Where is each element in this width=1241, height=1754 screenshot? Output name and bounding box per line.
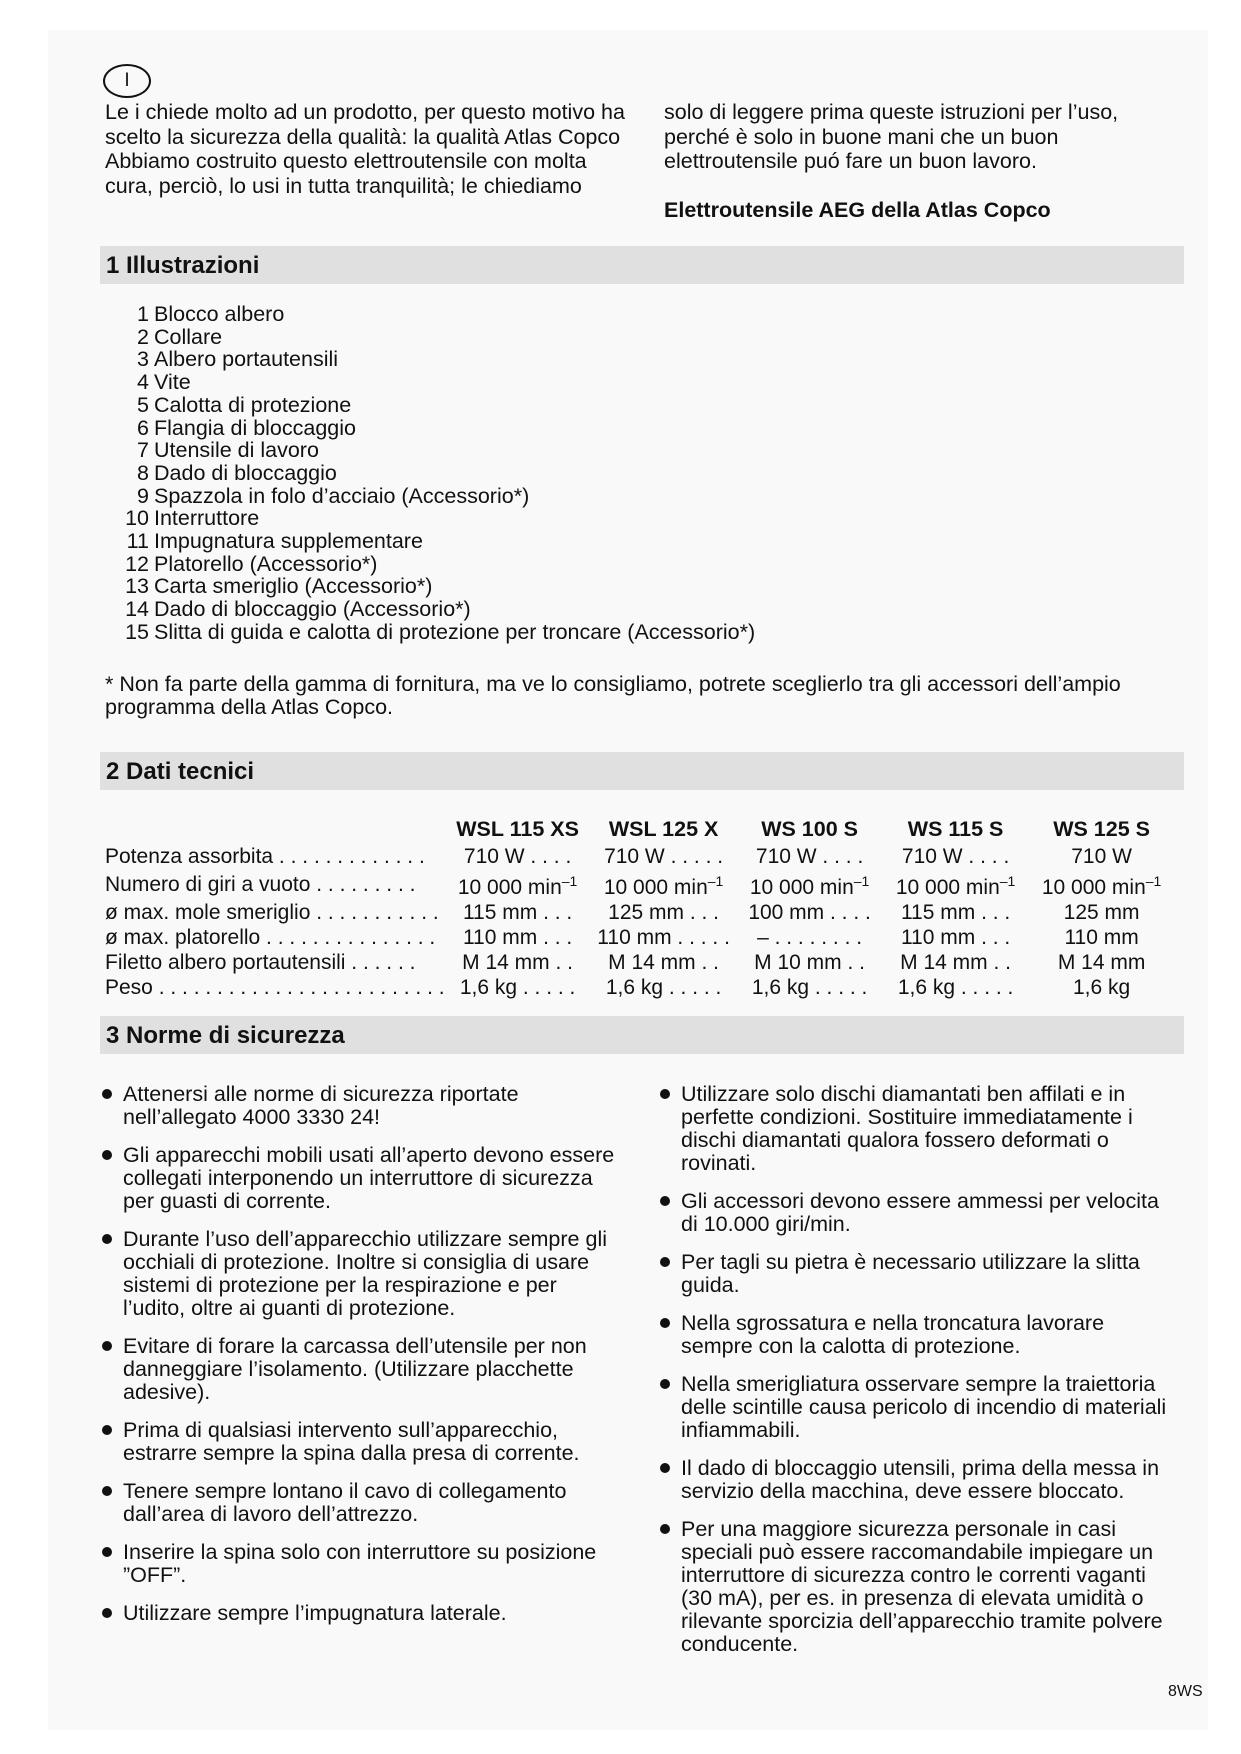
safety-text: Gli apparecchi mobili usati all’aperto devono essere collegati interponendo un interruttore di sicurezza per guasti di corrente. bbox=[123, 1143, 615, 1213]
cell-value bbox=[1029, 869, 1175, 900]
value-text: 115 mm . . . bbox=[462, 901, 573, 924]
bullet-icon bbox=[660, 1089, 670, 1099]
safety-list-right bbox=[658, 1083, 1178, 1671]
cell-value bbox=[445, 925, 591, 950]
cell-value bbox=[1029, 844, 1175, 869]
safety-item bbox=[100, 1083, 620, 1129]
language-badge: I bbox=[103, 64, 151, 98]
safety-list-left bbox=[100, 1083, 620, 1640]
cell-value bbox=[445, 869, 591, 900]
item-number: 12 bbox=[125, 551, 149, 576]
bullet-icon bbox=[102, 1089, 112, 1099]
cell-value bbox=[1029, 900, 1175, 925]
table-row bbox=[105, 869, 1175, 900]
row-label: Filetto albero portautensili . . . . . . bbox=[105, 951, 416, 974]
safety-item bbox=[658, 1373, 1178, 1442]
bullet-icon bbox=[102, 1341, 112, 1351]
safety-text: Utilizzare sempre l’impugnatura laterale. bbox=[123, 1601, 507, 1625]
value-text: M 10 mm . . bbox=[754, 951, 866, 974]
safety-text: Gli accessori devono essere ammessi per velocita di 10.000 giri/min. bbox=[681, 1189, 1159, 1236]
bullet-icon bbox=[660, 1318, 670, 1328]
value-text: 710 W . . . . . bbox=[604, 845, 724, 868]
value-text: – . . . . . . . . bbox=[757, 926, 863, 949]
safety-item bbox=[100, 1602, 620, 1625]
value-text: 110 mm . . . . . bbox=[597, 926, 730, 949]
item-label: Flangia di bloccaggio bbox=[154, 415, 356, 440]
item-label: Interruttore bbox=[154, 506, 260, 531]
safety-item bbox=[100, 1419, 620, 1465]
item-number: 7 bbox=[137, 438, 149, 463]
intro-paragraph: solo di leggere prima queste istruzioni per l’uso, perché è solo in buone mani che un buon elettroutensile puó fare un buon lavoro. bbox=[664, 100, 1119, 173]
safety-item bbox=[100, 1144, 620, 1213]
table-row bbox=[105, 975, 1175, 1000]
cell-value bbox=[883, 869, 1029, 900]
cell-value bbox=[1029, 925, 1175, 950]
safety-item bbox=[658, 1457, 1178, 1503]
item-number: 4 bbox=[137, 370, 149, 395]
bullet-icon bbox=[660, 1257, 670, 1267]
cell-value bbox=[591, 844, 737, 869]
unit-exponent: –1 bbox=[853, 873, 870, 889]
safety-item bbox=[100, 1541, 620, 1587]
value-text: 110 mm bbox=[1064, 926, 1139, 949]
value-text: 10 000 min bbox=[1041, 876, 1146, 899]
item-label: Slitta di guida e calotta di protezione per troncare (Accessorio*) bbox=[154, 619, 756, 644]
section-title: 2 Dati tecnici bbox=[106, 758, 255, 785]
bullet-icon bbox=[102, 1486, 112, 1496]
cell-value bbox=[591, 925, 737, 950]
safety-text: Nella smerigliatura osservare sempre la traiettoria delle scintille causa pericolo di incendio di materiali infiammabili. bbox=[681, 1372, 1167, 1442]
value-text: 1,6 kg . . . . . bbox=[751, 976, 868, 999]
value-text: 100 mm . . . . bbox=[748, 901, 871, 924]
safety-item bbox=[658, 1190, 1178, 1236]
item-number: 2 bbox=[137, 324, 149, 349]
model-header: WS 115 S bbox=[907, 816, 1004, 841]
item-number: 10 bbox=[125, 506, 149, 531]
model-header: WSL 125 X bbox=[608, 816, 719, 841]
bullet-icon bbox=[102, 1547, 112, 1557]
item-number: 8 bbox=[137, 460, 149, 485]
item-label: Dado di bloccaggio (Accessorio*) bbox=[154, 597, 471, 622]
safety-item bbox=[658, 1083, 1178, 1175]
item-label: Impugnatura supplementare bbox=[154, 529, 423, 554]
table-row bbox=[105, 900, 1175, 925]
technical-data-table bbox=[105, 814, 1175, 1000]
row-label: Numero di giri a vuoto . . . . . . . . . bbox=[105, 873, 416, 896]
section-header-safety bbox=[100, 1016, 1184, 1054]
model-header: WS 100 S bbox=[761, 816, 858, 841]
safety-item bbox=[658, 1518, 1178, 1656]
table-row bbox=[105, 950, 1175, 975]
safety-text: Durante l’uso dell’apparecchio utilizzare sempre gli occhiali di protezione. Inoltre si consiglia di usare sistemi di protezione per la respirazione e per l’udito, oltre ai guanti di protezione. bbox=[123, 1227, 607, 1320]
item-number: 13 bbox=[125, 574, 149, 599]
safety-text: Per tagli su pietra è necessario utilizzare la slitta guida. bbox=[681, 1250, 1140, 1297]
safety-text: Attenersi alle norme di sicurezza riportate nell’allegato 4000 3330 24! bbox=[123, 1082, 519, 1129]
value-text: 10 000 min bbox=[895, 876, 1000, 899]
safety-item bbox=[100, 1335, 620, 1404]
page-code: 8WS bbox=[1168, 1683, 1203, 1700]
section-header-technical bbox=[100, 752, 1184, 790]
list-item bbox=[122, 553, 755, 576]
cell-value bbox=[883, 900, 1029, 925]
cell-value bbox=[445, 900, 591, 925]
item-label: Utensile di lavoro bbox=[154, 438, 319, 463]
list-item bbox=[122, 439, 755, 462]
value-text: 1,6 kg . . . . . bbox=[605, 976, 722, 999]
value-text: 1,6 kg bbox=[1072, 976, 1131, 999]
bullet-icon bbox=[102, 1150, 112, 1160]
bullet-icon bbox=[102, 1234, 112, 1244]
value-text: M 14 mm bbox=[1057, 951, 1146, 974]
accessory-note: * Non fa parte della gamma di fornitura, ma ve lo consigliamo, potrete sceglierlo tra gli accessori dell’ampio programma della Atlas Copco. bbox=[105, 672, 1121, 719]
bullet-icon bbox=[660, 1196, 670, 1206]
safety-text: Nella sgrossatura e nella troncatura lavorare sempre con la calotta di protezione. bbox=[681, 1311, 1105, 1358]
model-header: WSL 115 XS bbox=[456, 816, 579, 841]
cell-value bbox=[883, 844, 1029, 869]
item-label: Calotta di protezione bbox=[154, 392, 352, 417]
bullet-icon bbox=[660, 1379, 670, 1389]
item-number: 15 bbox=[125, 619, 149, 644]
intro-paragraph: Le i chiede molto ad un prodotto, per questo motivo ha scelto la sicurezza della qualità: la qualità Atlas Copco bbox=[105, 100, 625, 149]
cell-value bbox=[591, 950, 737, 975]
cell-value bbox=[445, 950, 591, 975]
list-item bbox=[122, 462, 755, 485]
section-title: 1 Illustrazioni bbox=[106, 252, 260, 279]
value-text: 10 000 min bbox=[457, 876, 562, 899]
intro-left-column bbox=[105, 100, 625, 198]
unit-exponent: –1 bbox=[707, 873, 724, 889]
list-item bbox=[122, 598, 755, 621]
safety-item bbox=[658, 1312, 1178, 1358]
value-text: 1,6 kg . . . . . bbox=[459, 976, 576, 999]
item-label: Vite bbox=[154, 370, 191, 395]
cell-value bbox=[883, 950, 1029, 975]
illustration-list bbox=[122, 303, 755, 644]
safety-text: Prima di qualsiasi intervento sull’apparecchio, estrarre sempre la spina dalla presa di corrente. bbox=[123, 1418, 580, 1465]
list-item bbox=[122, 303, 755, 326]
list-item bbox=[122, 371, 755, 394]
value-text: 125 mm bbox=[1063, 901, 1140, 924]
bullet-icon bbox=[660, 1524, 670, 1534]
item-number: 11 bbox=[126, 529, 149, 554]
list-item bbox=[122, 394, 755, 417]
value-text: 10 000 min bbox=[603, 876, 708, 899]
unit-exponent: –1 bbox=[999, 873, 1016, 889]
cell-value bbox=[737, 975, 883, 1000]
safety-item bbox=[100, 1228, 620, 1320]
value-text: 110 mm . . . bbox=[462, 926, 573, 949]
table-row bbox=[105, 844, 1175, 869]
value-text: 110 mm . . . bbox=[900, 926, 1011, 949]
value-text: 1,6 kg . . . . . bbox=[897, 976, 1014, 999]
unit-exponent: –1 bbox=[561, 873, 578, 889]
cell-value bbox=[737, 950, 883, 975]
cell-value bbox=[883, 925, 1029, 950]
bullet-icon bbox=[102, 1608, 112, 1618]
safety-item bbox=[658, 1251, 1178, 1297]
value-text: 710 W . . . . bbox=[901, 845, 1010, 868]
cell-value bbox=[591, 975, 737, 1000]
row-label: ø max. platorello . . . . . . . . . . . . . . . bbox=[105, 926, 436, 949]
row-label: ø max. mole smeriglio . . . . . . . . . . . bbox=[105, 901, 439, 924]
list-item bbox=[122, 417, 755, 440]
item-label: Spazzola in folo d’acciaio (Accessorio*) bbox=[154, 483, 530, 508]
cell-value bbox=[737, 900, 883, 925]
safety-item bbox=[100, 1480, 620, 1526]
cell-value bbox=[445, 975, 591, 1000]
item-label: Blocco albero bbox=[154, 302, 285, 326]
cell-value bbox=[591, 900, 737, 925]
value-text: 125 mm . . . bbox=[608, 901, 720, 924]
cell-value bbox=[1029, 950, 1175, 975]
intro-right-column bbox=[664, 100, 1184, 222]
cell-value bbox=[445, 844, 591, 869]
list-item bbox=[122, 530, 755, 553]
list-item bbox=[122, 348, 755, 371]
cell-value bbox=[1029, 975, 1175, 1000]
safety-text: Inserire la spina solo con interruttore su posizione ”OFF”. bbox=[123, 1540, 597, 1587]
cell-value bbox=[737, 925, 883, 950]
item-number: 1 bbox=[137, 302, 149, 326]
intro-paragraph: Abbiamo costruito questo elettroutensile con molta cura, perciò, lo usi in tutta tranquilità; le chiediamo bbox=[105, 149, 587, 198]
cell-value bbox=[591, 869, 737, 900]
safety-text: Tenere sempre lontano il cavo di collegamento dall’area di lavoro dell’attrezzo. bbox=[123, 1479, 567, 1526]
safety-text: Il dado di bloccaggio utensili, prima della messa in servizio della macchina, deve essere bloccato. bbox=[681, 1456, 1160, 1503]
item-number: 6 bbox=[137, 415, 149, 440]
item-label: Collare bbox=[154, 324, 223, 349]
cell-value bbox=[737, 869, 883, 900]
value-text: 710 W . . . . bbox=[755, 845, 864, 868]
bullet-icon bbox=[102, 1425, 112, 1435]
bullet-icon bbox=[660, 1463, 670, 1473]
cell-value bbox=[737, 844, 883, 869]
section-title: 3 Norme di sicurezza bbox=[106, 1022, 345, 1049]
section-header-illustrations bbox=[100, 246, 1184, 284]
item-number: 9 bbox=[137, 483, 149, 508]
value-text: M 14 mm . . bbox=[608, 951, 720, 974]
item-label: Albero portautensili bbox=[154, 347, 339, 372]
safety-text: Per una maggiore sicurezza personale in casi speciali può essere raccomandabile impiegare un interruttore di sicurezza contro le correnti vaganti (30 mA), per es. in presenza di elevata umidità o rilevante sporcizia dell’apparecchio tramite polvere conducente. bbox=[681, 1517, 1163, 1656]
value-text: M 14 mm . . bbox=[462, 951, 574, 974]
value-text: 710 W bbox=[1071, 845, 1132, 868]
row-label: Potenza assorbita . . . . . . . . . . . . . bbox=[105, 845, 425, 868]
item-number: 14 bbox=[125, 597, 149, 622]
item-number: 3 bbox=[137, 347, 149, 372]
list-item bbox=[122, 326, 755, 349]
model-header: WS 125 S bbox=[1053, 816, 1150, 841]
value-text: 115 mm . . . bbox=[900, 901, 1011, 924]
item-number: 5 bbox=[137, 392, 149, 417]
list-item bbox=[122, 575, 755, 598]
item-label: Platorello (Accessorio*) bbox=[154, 551, 378, 576]
table-header-row bbox=[105, 814, 1175, 844]
list-item bbox=[122, 507, 755, 530]
list-item bbox=[122, 485, 755, 508]
item-label: Dado di bloccaggio bbox=[154, 460, 337, 485]
table-header-spacer bbox=[105, 814, 445, 844]
safety-text: Evitare di forare la carcassa dell’utensile per non danneggiare l’isolamento. (Utilizzare placchette adesive). bbox=[123, 1334, 587, 1404]
value-text: 10 000 min bbox=[749, 876, 854, 899]
list-item bbox=[122, 621, 755, 644]
table-row bbox=[105, 925, 1175, 950]
row-label: Peso . . . . . . . . . . . . . . . . . . . . . . . . . bbox=[105, 976, 445, 999]
item-label: Carta smeriglio (Accessorio*) bbox=[154, 574, 433, 599]
cell-value bbox=[883, 975, 1029, 1000]
value-text: 710 W . . . . bbox=[463, 845, 572, 868]
unit-exponent: –1 bbox=[1145, 873, 1162, 889]
value-text: M 14 mm . . bbox=[900, 951, 1012, 974]
intro-signature: Elettroutensile AEG della Atlas Copco bbox=[664, 197, 1051, 222]
safety-text: Utilizzare solo dischi diamantati ben affilati e in perfette condizioni. Sostituire immediatamente i dischi diamantati qualora fossero deformati o rovinati. bbox=[681, 1082, 1133, 1175]
